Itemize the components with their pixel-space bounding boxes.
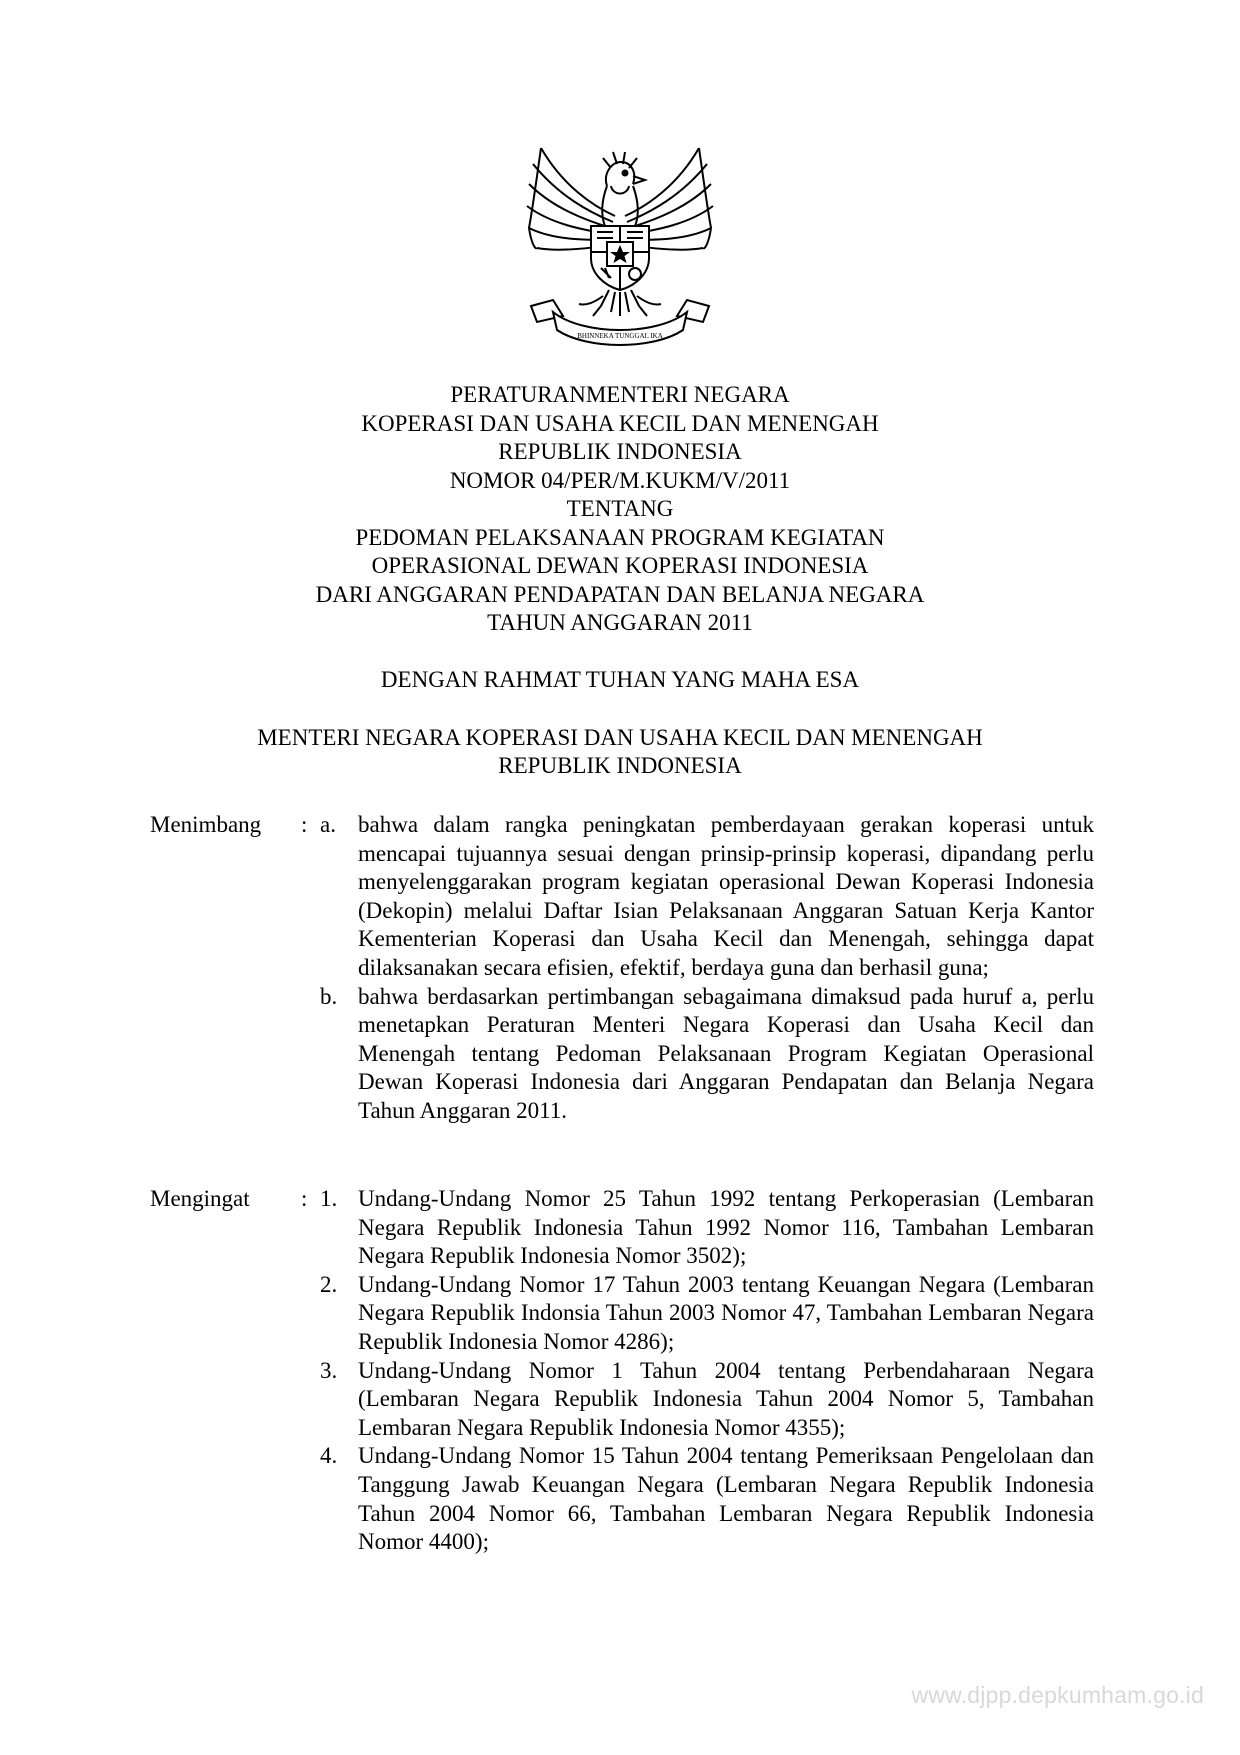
garuda-emblem-icon	[523, 146, 717, 352]
item-marker: b.	[320, 983, 338, 1009]
list-item	[320, 1442, 1094, 1556]
title-line: TAHUN ANGGARAN 2011	[487, 610, 753, 635]
item-marker: a.	[320, 812, 336, 837]
section-label: Mengingat	[150, 1186, 250, 1211]
title-line: NOMOR 04/PER/M.KUKM/V/2011	[449, 467, 791, 493]
item-text: Undang-Undang Nomor 25 Tahun 1992 tentang Perkoperasian (Lembaran Negara Republik Indonesia Tahun 1992 Nomor 116, Tambahan Lembaran Negara Republik Indonesia Nomor 3502);	[358, 1186, 1094, 1269]
list-item	[320, 1271, 1094, 1357]
emblem-motto: BHINNEKA TUNGGAL IKA	[577, 332, 663, 340]
list-item	[320, 983, 1094, 1126]
item-text: bahwa berdasarkan pertimbangan sebagaimana dimaksud pada huruf a, perlu menetapkan Peraturan Menteri Negara Koperasi dan Usaha Kecil dan Menengah tentang Pedoman Pelaksanaan Program Kegiatan Operasional Dewan Koperasi Indonesia dari Anggaran Pendapatan dan Belanja Negara Tahun Anggaran 2011.	[358, 983, 1094, 1123]
list-item	[320, 1357, 1094, 1443]
item-marker: 1.	[320, 1186, 338, 1211]
title-line: KOPERASI DAN USAHA KECIL DAN MENENGAH	[361, 410, 879, 436]
title-line: REPUBLIK INDONESIA	[498, 439, 742, 464]
section-label: Menimbang	[150, 812, 262, 837]
mengingat-section	[150, 1185, 1094, 1557]
item-text: bahwa dalam rangka peningkatan pemberdayaan gerakan koperasi untuk mencapai tujuannya sesuai dengan prinsip-prinsip koperasi, dipandang perlu menyelenggarakan program kegiatan operasional Dewan Koperasi Indonesia (Dekopin) melalui Daftar Isian Pelaksanaan Anggaran Satuan Kerja Kantor Kementerian Koperasi dan Usaha Kecil dan Menengah, sehingga dapat dilaksanakan secara efisien, efektif, berdaya guna dan berhasil guna;	[358, 812, 1094, 980]
list-item	[320, 811, 1094, 983]
title-line: PEDOMAN PELAKSANAAN PROGRAM KEGIATAN	[355, 524, 885, 550]
menimbang-section	[150, 811, 1094, 1126]
section-colon: :	[301, 1186, 308, 1211]
section-colon: :	[301, 812, 308, 837]
item-marker: 3.	[320, 1357, 338, 1383]
item-text: Undang-Undang Nomor 15 Tahun 2004 tentang Pemeriksaan Pengelolaan dan Tanggung Jawab Keuangan Negara (Lembaran Negara Republik Indonesia Tahun 2004 Nomor 66, Tambahan Lembaran Negara Republik Indonesia Nomor 4400);	[358, 1443, 1094, 1555]
title-line: PERATURANMENTERI NEGARA	[450, 382, 790, 407]
item-marker: 4.	[320, 1443, 338, 1469]
item-text: Undang-Undang Nomor 1 Tahun 2004 tentang Perbendaharaan Negara (Lembaran Negara Republik Indonesia Tahun 2004 Nomor 5, Tambahan Lembaran Negara Republik Indonesia Nomor 4355);	[358, 1357, 1094, 1440]
minister-line: MENTERI NEGARA KOPERASI DAN USAHA KECIL DAN MENENGAH	[257, 725, 983, 750]
minister-line: REPUBLIK INDONESIA	[498, 753, 742, 778]
item-marker: 2.	[320, 1271, 338, 1297]
title-line: TENTANG	[566, 496, 674, 521]
watermark-url[interactable]: www.djpp.depkumham.go.id	[911, 1682, 1204, 1708]
title-line: DARI ANGGARAN PENDAPATAN DAN BELANJA NEGARA	[315, 581, 925, 607]
regulation-title	[120, 381, 1120, 638]
title-line: OPERASIONAL DEWAN KOPERASI INDONESIA	[371, 553, 869, 578]
list-item	[320, 1185, 1094, 1271]
item-text: Undang-Undang Nomor 17 Tahun 2003 tentang Keuangan Negara (Lembaran Negara Republik Indonsia Tahun 2003 Nomor 47, Tambahan Lembaran Negara Republik Indonesia Nomor 4286);	[358, 1271, 1094, 1354]
preamble: DENGAN RAHMAT TUHAN YANG MAHA ESA	[380, 667, 860, 692]
